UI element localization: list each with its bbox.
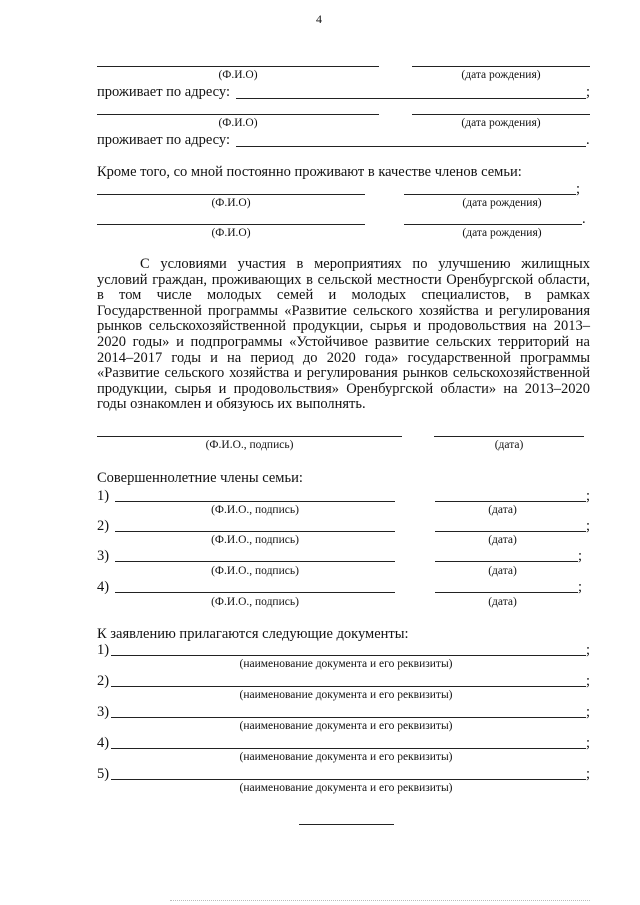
family-birth-line [404,194,576,195]
document-semicolon: ; [586,704,591,720]
family-period: . [582,211,586,227]
closing-separator [299,824,394,825]
family-fio-line [97,194,365,195]
adult-member-number: 3) [97,548,110,564]
address-period: . [586,132,590,148]
adult-member-semicolon: ; [578,579,583,595]
adult-member-date-line [435,531,586,532]
document-line [111,779,586,780]
document-number: 4) [97,735,110,751]
document-line [111,655,586,656]
fio-caption: (Ф.И.О) [218,117,258,129]
adult-member-semicolon: ; [586,518,591,534]
adult-member-date-caption: (дата) [488,534,517,546]
adult-member-signature-line [115,561,395,562]
adult-member-date-line [435,592,578,593]
page-number: 4 [316,12,322,26]
documents-title: К заявлению прилагаются следующие документы: [97,626,409,642]
document-semicolon: ; [586,673,591,689]
birth-date-line [412,66,590,67]
family-fio-caption: (Ф.И.О) [211,227,251,239]
document-line [111,686,586,687]
date-line [434,436,584,437]
family-birth-line [404,224,582,225]
adult-member-semicolon: ; [578,548,583,564]
scan-artifact-line [170,900,590,901]
document-caption: (наименование документа и его реквизиты) [239,658,453,670]
birth-date-caption: (дата рождения) [461,69,541,81]
document-semicolon: ; [586,735,591,751]
address-label: проживает по адресу: [97,84,230,100]
adult-member-date-caption: (дата) [488,596,517,608]
family-intro: Кроме того, со мной постоянно проживают в качестве членов семьи: [97,164,522,180]
family-birth-caption: (дата рождения) [462,227,542,239]
document-number: 2) [97,673,110,689]
conditions-text: С условиями участия в мероприятиях по улучшению жилищных условий граждан, проживающих в сельской местности Оренбургской области, в том числе молодых семей и молодых специалистов, в рамках Государственной программы «Развитие сельского хозяйства и регулирования рынков сельскохозяйственной продукции, сырья и продовольствия на 2013–2020 годы» и подпрограммы «Устойчивое развитие сельских территорий на 2014–2017 годы и на период до 2020 года» государственной программы «Развитие сельского хозяйства и регулирования рынков сельскохозяйственной продукции, сырья и продовольствия» Оренбургской области» на 2013–2020 годы ознакомлен и обязуюсь их выполнять. [97,256,590,413]
document-number: 5) [97,766,110,782]
family-fio-caption: (Ф.И.О) [211,197,251,209]
signature-line [97,436,402,437]
document-number: 1) [97,642,110,658]
adult-member-date-line [435,501,586,502]
adult-member-date-caption: (дата) [488,504,517,516]
document-caption: (наименование документа и его реквизиты) [239,720,453,732]
adult-member-signature-line [115,531,395,532]
document-line [111,748,586,749]
address-line [236,98,586,99]
family-semicolon: ; [576,181,581,197]
adult-member-number: 2) [97,518,110,534]
adult-member-signature-caption: (Ф.И.О., подпись) [211,504,299,516]
adult-member-date-line [435,561,578,562]
family-fio-line [97,224,365,225]
address-semicolon: ; [586,84,591,100]
adult-member-semicolon: ; [586,488,591,504]
birth-date-line [412,114,590,115]
adult-member-date-caption: (дата) [488,565,517,577]
birth-date-caption: (дата рождения) [461,117,541,129]
document-caption: (наименование документа и его реквизиты) [239,782,453,794]
adult-member-signature-caption: (Ф.И.О., подпись) [211,565,299,577]
adult-member-signature-caption: (Ф.И.О., подпись) [211,534,299,546]
adult-member-number: 4) [97,579,110,595]
document-line [111,717,586,718]
fio-caption: (Ф.И.О) [218,69,258,81]
adult-member-signature-line [115,592,395,593]
adult-member-signature-caption: (Ф.И.О., подпись) [211,596,299,608]
document-semicolon: ; [586,642,591,658]
fio-line [97,66,379,67]
adult-member-number: 1) [97,488,110,504]
document-number: 3) [97,704,110,720]
date-caption: (дата) [494,439,524,451]
address-label: проживает по адресу: [97,132,230,148]
signature-caption: (Ф.И.О., подпись) [205,439,294,451]
conditions-paragraph [97,257,590,413]
address-line [236,146,586,147]
document-caption: (наименование документа и его реквизиты) [239,751,453,763]
family-birth-caption: (дата рождения) [462,197,542,209]
document-caption: (наименование документа и его реквизиты) [239,689,453,701]
adult-members-title: Совершеннолетние члены семьи: [97,470,303,486]
adult-member-signature-line [115,501,395,502]
document-semicolon: ; [586,766,591,782]
fio-line [97,114,379,115]
